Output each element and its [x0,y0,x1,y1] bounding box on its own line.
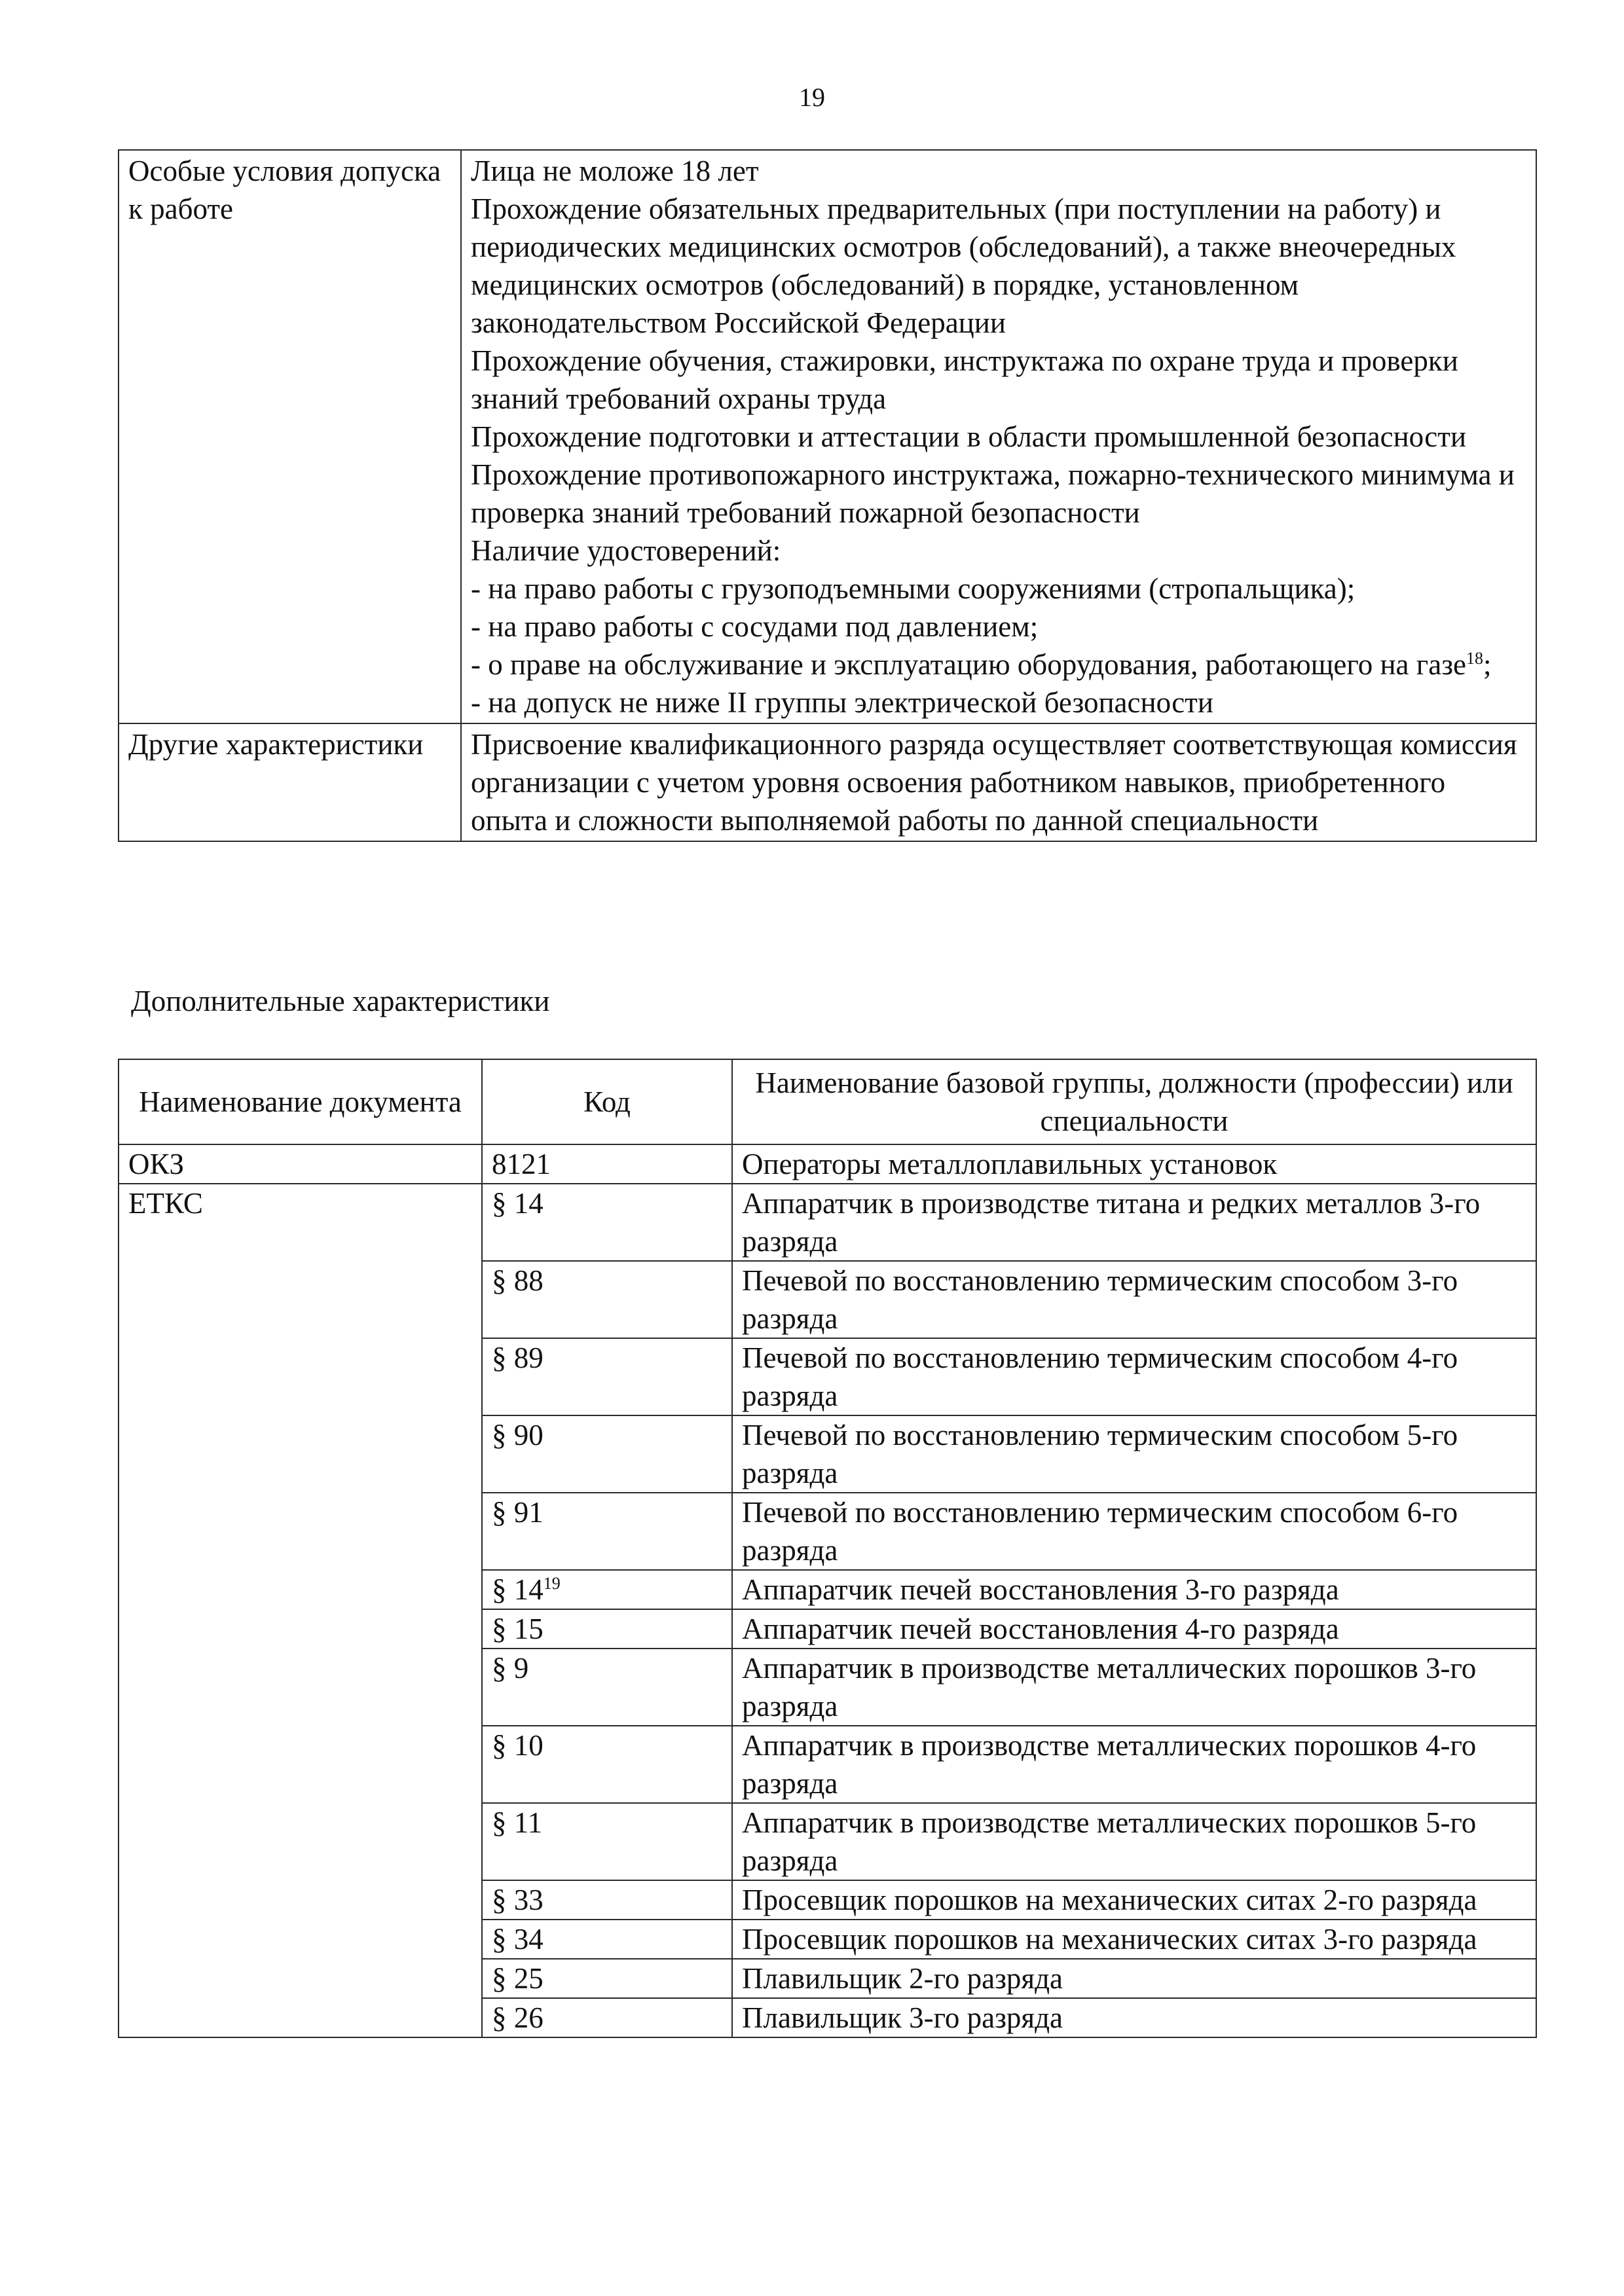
code-text: § 25 [492,1962,544,1995]
conditions-row [119,150,1536,723]
code-text: § 14 [492,1573,544,1606]
page-number: 19 [799,82,825,112]
name-cell: Плавильщик 3-го разряда [732,1998,1536,2037]
code-cell [482,1184,732,1261]
condition-value [461,150,1536,723]
name-cell: Печевой по восстановлению термическим способом 6-го разряда [732,1493,1536,1570]
code-cell: 8121 [482,1144,732,1184]
condition-line-text: Прохождение обязательных предварительных (при поступлении на работу) и периодических медицинских осмотров (обследований), а также внеочередных медицинских осмотров (обследований) в порядке, установленном законодательством Российской Федерации [471,192,1456,339]
condition-line-text: - на право работы с сосудами под давлением; [471,610,1039,643]
condition-line-text: - на право работы с грузоподъемными сооружениями (стропальщика); [471,572,1356,605]
code-cell [482,1570,732,1609]
name-cell: Аппаратчик печей восстановления 4-го разряда [732,1609,1536,1649]
section-title: Дополнительные характеристики [131,985,550,1017]
codes-table [118,1059,1537,2038]
doc-cell: ОКЗ [119,1144,482,1184]
name-cell: Просевщик порошков на механических ситах 2-го разряда [732,1880,1536,1920]
name-cell: Аппаратчик в производстве металлических порошков 4-го разряда [732,1726,1536,1803]
codes-body [119,1144,1536,2037]
condition-line [471,725,1526,839]
code-text: § 33 [492,1884,544,1916]
condition-label: Другие характеристики [119,723,461,841]
code-cell [482,1998,732,2037]
condition-line [471,570,1526,608]
condition-line-text: Прохождение противопожарного инструктажа, пожарно-технического минимума и проверка знаний требований пожарной безопасности [471,458,1515,529]
condition-line [471,683,1526,721]
condition-line-text: Прохождение обучения, стажировки, инструктажа по охране труда и проверки знаний требований охраны труда [471,344,1458,415]
code-cell [482,1415,732,1493]
name-cell: Аппаратчик печей восстановления 3-го разряда [732,1570,1536,1609]
condition-line [471,418,1526,456]
condition-line [471,646,1526,683]
code-text: § 90 [492,1419,544,1451]
condition-line-text: - на допуск не ниже II группы электрической безопасности [471,686,1213,719]
name-cell: Аппаратчик в производстве металлических порошков 5-го разряда [732,1803,1536,1880]
code-text: § 15 [492,1613,544,1645]
code-cell [482,1880,732,1920]
code-text: § 9 [492,1652,529,1685]
name-cell: Аппаратчик в производстве металлических порошков 3-го разряда [732,1649,1536,1726]
codes-table-header-row [119,1059,1536,1144]
code-cell [482,1649,732,1726]
name-cell: Аппаратчик в производстве титана и редких металлов 3-го разряда [732,1184,1536,1261]
code-cell [482,1609,732,1649]
condition-line [471,456,1526,532]
code-text: § 88 [492,1264,544,1297]
code-cell [482,1338,732,1415]
code-text: § 89 [492,1341,544,1374]
condition-line [471,152,1526,190]
name-cell: Плавильщик 2-го разряда [732,1959,1536,1998]
name-cell: Операторы металлоплавильных установок [732,1144,1536,1184]
code-text: § 34 [492,1923,544,1956]
condition-line-text: Лица не моложе 18 лет [471,155,759,187]
footnote-suffix: ; [1483,648,1492,681]
condition-line-text: Прохождение подготовки и аттестации в области промышленной безопасности [471,420,1467,453]
code-text: § 10 [492,1729,544,1762]
conditions-row [119,723,1536,841]
code-text: § 14 [492,1187,544,1220]
conditions-body [119,150,1536,841]
name-cell: Печевой по восстановлению термическим способом 3-го разряда [732,1261,1536,1338]
code-cell [482,1920,732,1959]
footnote-ref: 18 [1466,649,1483,668]
name-cell: Печевой по восстановлению термическим способом 5-го разряда [732,1415,1536,1493]
condition-line [471,342,1526,418]
name-cell: Печевой по восстановлению термическим способом 4-го разряда [732,1338,1536,1415]
condition-line-text: Наличие удостоверений: [471,534,781,567]
table-row [119,1144,1536,1184]
condition-label: Особые условия допуска к работе [119,150,461,723]
condition-value [461,723,1536,841]
code-cell [482,1803,732,1880]
condition-line [471,190,1526,342]
code-cell [482,1726,732,1803]
header-group-name: Наименование базовой группы, должности (профессии) или специальности [732,1059,1536,1144]
name-cell: Просевщик порошков на механических ситах 3-го разряда [732,1920,1536,1959]
condition-line [471,532,1526,570]
code-text: § 11 [492,1806,543,1839]
code-cell [482,1261,732,1338]
condition-line-text: Присвоение квалификационного разряда осуществляет соответствующая комиссия организации с учетом уровня освоения работником навыков, приобретенного опыта и сложности выполняемой работы по данной специальности [471,728,1517,837]
header-code: Код [482,1059,732,1144]
footnote-ref: 19 [543,1574,561,1593]
condition-line-text: - о праве на обслуживание и эксплуатацию оборудования, работающего на газе [471,648,1466,681]
header-document: Наименование документа [119,1059,482,1144]
code-text: § 26 [492,2001,544,2034]
code-cell [482,1493,732,1570]
table-row [119,1184,1536,1261]
conditions-table [118,149,1537,842]
condition-line [471,608,1526,646]
code-cell [482,1959,732,1998]
doc-cell: ЕТКС [119,1184,482,2037]
code-text: § 91 [492,1496,544,1529]
